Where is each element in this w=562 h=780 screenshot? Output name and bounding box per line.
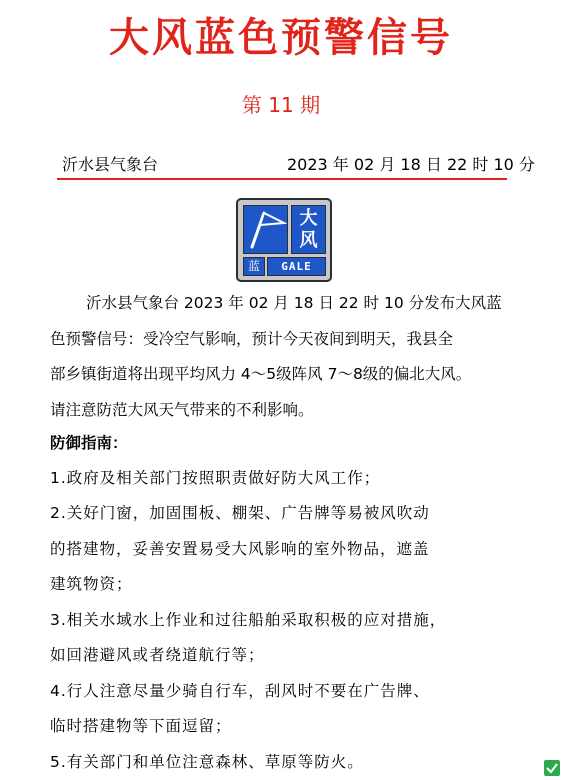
signal-hanzi-top: 大 <box>299 208 318 229</box>
wind-flag-icon <box>243 205 288 254</box>
guide-line: 3.相关水域水上作业和过往船舶采取积极的应对措施， <box>50 611 447 629</box>
gale-blue-signal-icon <box>236 198 332 282</box>
guide-line: 如回港避风或者绕道航行等； <box>50 646 265 664</box>
signal-hanzi-bottom: 风 <box>299 230 318 251</box>
guide-line: 2.关好门窗，加固围板、棚架、广告牌等易被风吹动 <box>50 504 430 522</box>
header-divider <box>57 178 507 180</box>
signal-color-label: 蓝 <box>243 257 265 276</box>
guide-line: 临时搭建物等下面逗留； <box>50 717 232 735</box>
guide-line: 建筑物资； <box>50 575 133 593</box>
guide-heading: 防御指南： <box>50 434 128 452</box>
body-line: 色预警信号：受冷空气影响，预计今天夜间到明天，我县全 <box>50 329 454 348</box>
body-line: 部乡镇街道将出现平均风力 4～5级阵风 7～8级的偏北大风。 <box>50 365 472 383</box>
signal-hanzi <box>291 205 326 254</box>
guide-line: 1.政府及相关部门按照职责做好防大风工作； <box>50 469 381 487</box>
guide-line: 5.有关部门和单位注意森林、草原等防火。 <box>50 753 364 771</box>
issue-datetime: 2023 年 02 月 18 日 22 时 10 分 <box>287 155 535 174</box>
checkmark-icon <box>544 760 560 776</box>
guide-line: 的搭建物，妥善安置易受大风影响的室外物品，遮盖 <box>50 540 430 558</box>
signal-english-label: GALE <box>267 257 326 276</box>
body-line: 请注意防范大风天气带来的不利影响。 <box>50 400 314 419</box>
body-line: 沂水县气象台 2023 年 02 月 18 日 22 时 10 分发布大风蓝 <box>86 294 502 312</box>
guide-line: 4.行人注意尽量少骑自行车，刮风时不要在广告牌、 <box>50 682 430 700</box>
issuer-name: 沂水县气象台 <box>62 155 159 174</box>
warning-body <box>50 286 530 428</box>
warning-title: 大风蓝色预警信号 <box>109 15 453 61</box>
issue-number: 第 11 期 <box>241 93 321 117</box>
